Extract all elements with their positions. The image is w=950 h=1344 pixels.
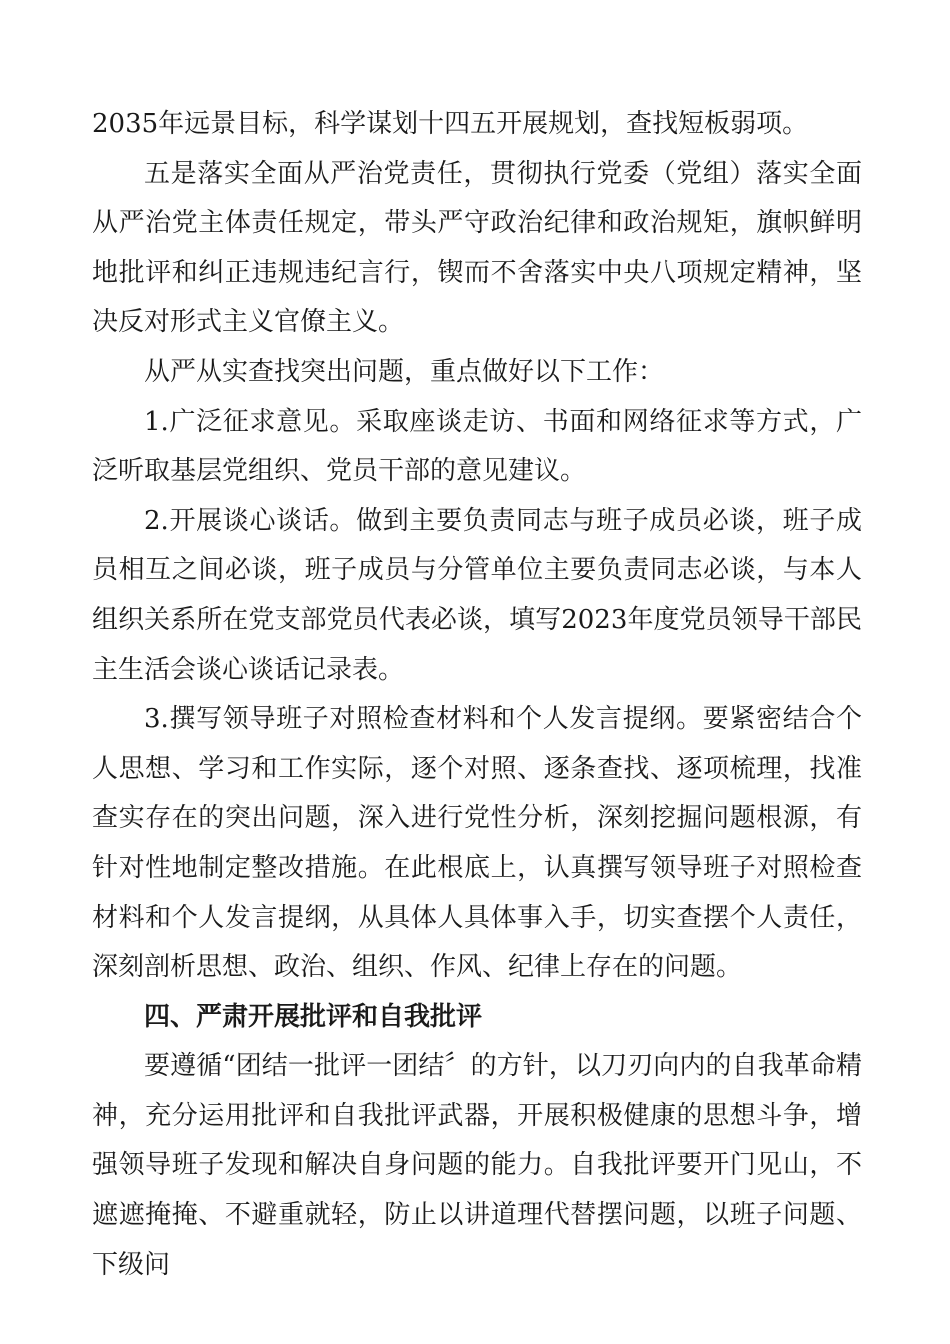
- paragraph-item-2: 2.开展谈心谈话。做到主要负责同志与班子成员必谈，班子成员相互之间必谈，班子成员与分管单位主要负责同志必谈，与本人组织关系所在党支部党员代表必谈，填写2023年度党员领导干部民主生活会谈心谈话记录表。: [92, 505, 862, 685]
- paragraph-criticism: 要遵循“团结一批评一团结〞的方针，以刀刃向内的自我革命精神，充分运用批评和自我批评武器，开展积极健康的思想斗争，增强领导班子发现和解决自身问题的能力。自我批评要开门见山，不遮遮掩掩、不避重就轻，防止以讲道理代替摆问题，以班子问题、下级问: [92, 1051, 862, 1280]
- paragraph-point-five: 五是落实全面从严治党责任，贯彻执行党委（党组）落实全面从严治党主体责任规定，带头严守政治纪律和政治规矩，旗帜鲜明地批评和纠正违规违纪言行，锲而不舍落实中央八项规定精神，坚决反对形式主义官僚主义。: [92, 158, 862, 338]
- paragraph-find-problems: 从严从实查找突出问题，重点做好以下工作：: [144, 356, 665, 387]
- section-heading-criticism: 四、严肃开展批评和自我批评: [144, 1001, 483, 1032]
- paragraph-item-3: 3.撰写领导班子对照检查材料和个人发言提纲。要紧密结合个人思想、学习和工作实际，逐个对照、逐条查找、逐项梳理，找准查实存在的突出问题，深入进行党性分析，深刻挖掘问题根源，有针对性地制定整改措施。在此根底上，认真撰写领导班子对照检查材料和个人发言提纲，从具体人具体事入手，切实查摆个人责任，深刻剖析思想、政治、组织、作风、纪律上存在的问题。: [92, 704, 862, 983]
- paragraph-item-1: 1.广泛征求意见。采取座谈走访、书面和网络征求等方式，广泛听取基层党组织、党员干部的意见建议。: [92, 406, 862, 487]
- paragraph-2035-goals: 2035年远景目标，科学谋划十四五开展规划，查找短板弱项。: [92, 109, 809, 139]
- document-body: [92, 100, 862, 1290]
